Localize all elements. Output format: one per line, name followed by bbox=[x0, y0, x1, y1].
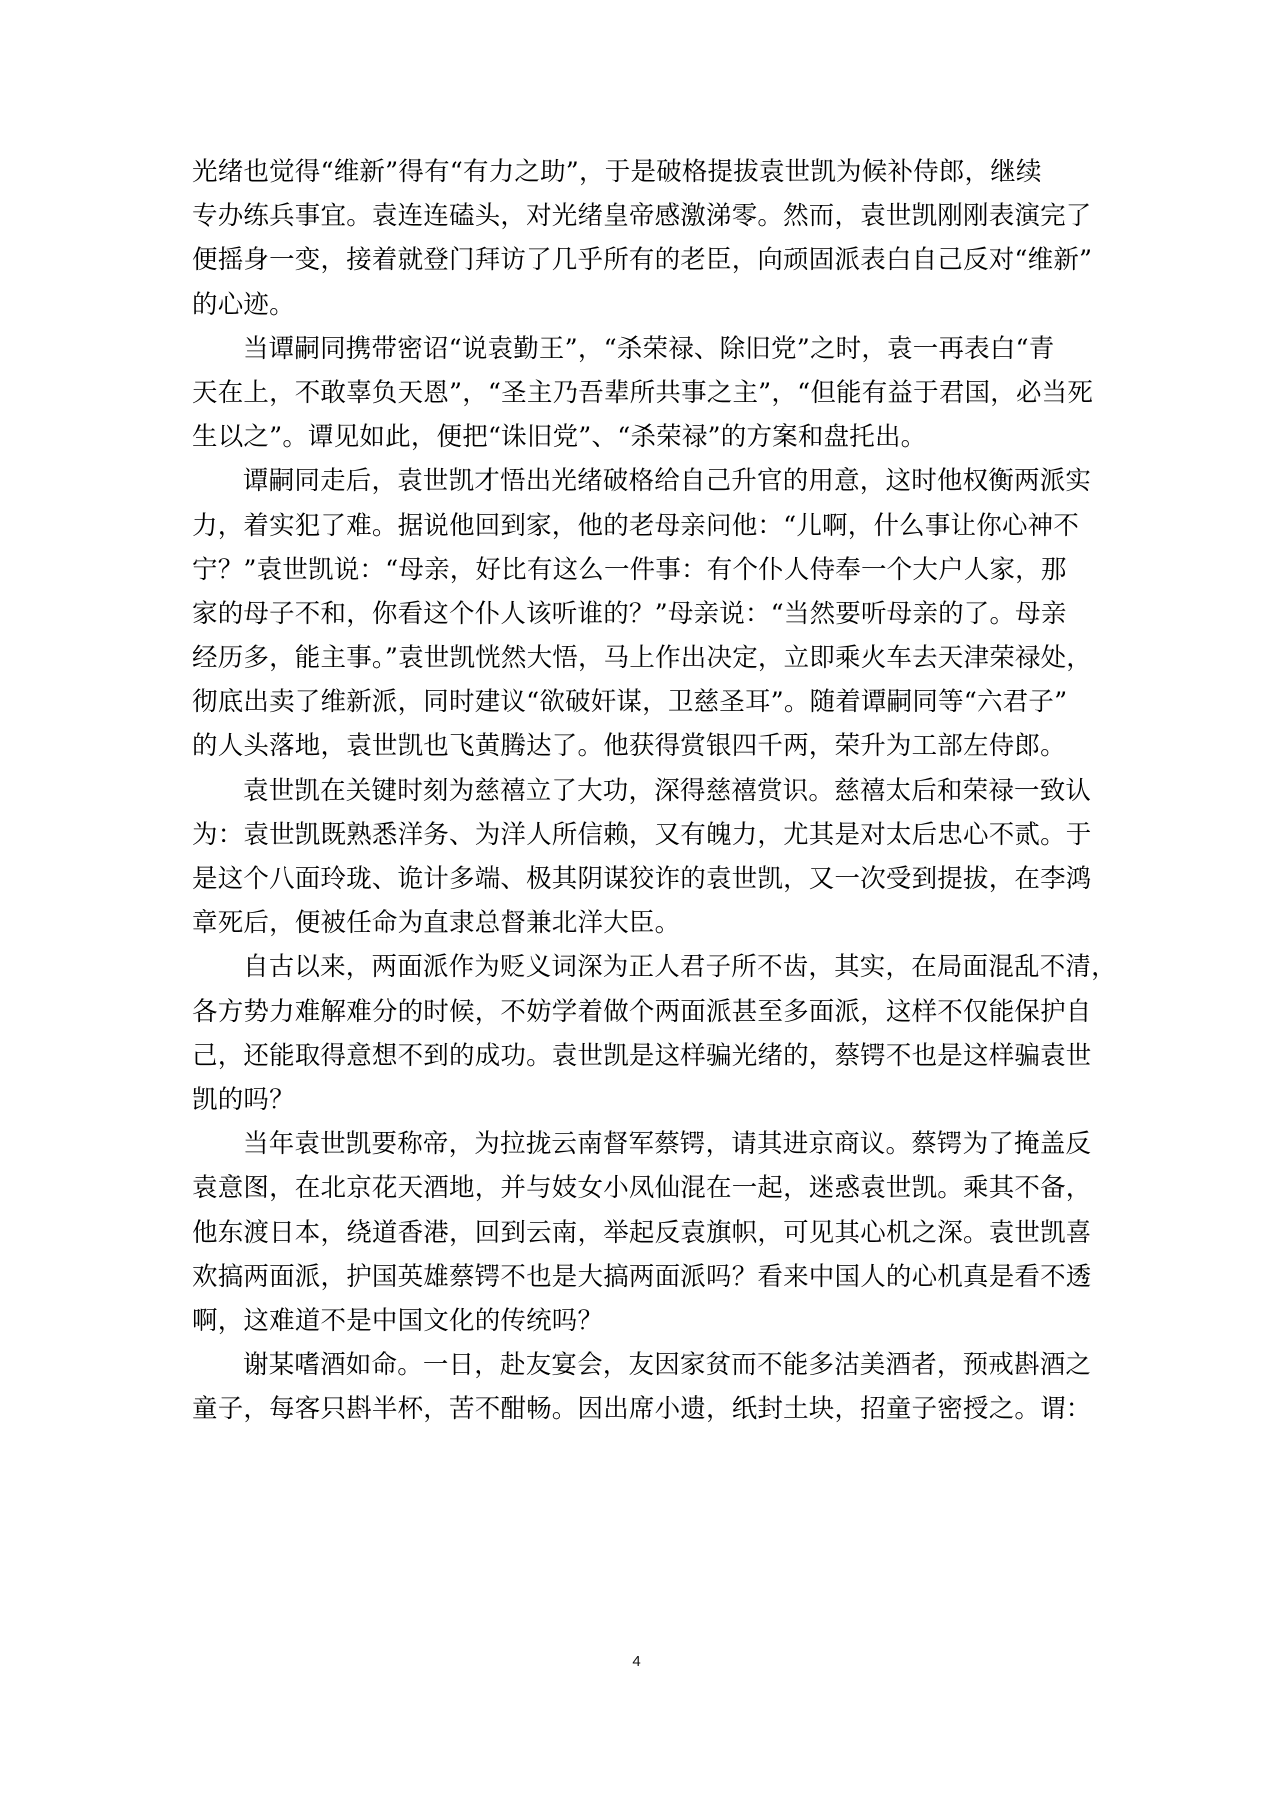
paragraph-3 bbox=[192, 459, 1092, 768]
paragraph-line: 是这个八面玲珑、诡计多端、极其阴谋狡诈的袁世凯，又一次受到提拔，在李鸿 bbox=[192, 864, 1092, 894]
paragraph-line: 童子，每客只斟半杯，苦不酣畅。因出席小遗，纸封土块，招童子密授之。谓： bbox=[192, 1394, 1092, 1425]
paragraph-line: 谭嗣同走后，袁世凯才悟出光绪破格给自己升官的用意，这时他权衡两派实 bbox=[243, 466, 1092, 497]
paragraph-4 bbox=[192, 769, 1092, 946]
paragraph-line: 当谭嗣同携带密诏“说袁勤王”，“杀荣禄、除旧党”之时，袁一再表白“青 bbox=[243, 333, 1055, 364]
paragraph-line: 为：袁世凯既熟悉洋务、为洋人所信赖，又有魄力，尤其是对太后忠心不贰。于 bbox=[192, 819, 1092, 850]
paragraph-line: 谢某嗜酒如命。一日，赴友宴会，友因家贫而不能多沽美酒者，预戒斟酒之 bbox=[243, 1350, 1092, 1381]
paragraph-2 bbox=[192, 327, 1094, 460]
paragraph-line: 啊，这难道不是中国文化的传统吗？ bbox=[192, 1305, 604, 1336]
paragraph-line: 各方势力难解难分的时候，不妨学着做个两面派甚至多面派，这样不仅能保护自 bbox=[192, 996, 1092, 1027]
paragraph-line: 的心迹。 bbox=[192, 289, 295, 320]
paragraph-line: 己，还能取得意想不到的成功。袁世凯是这样骗光绪的，蔡锷不也是这样骗袁世 bbox=[192, 1040, 1092, 1071]
paragraph-line: 光绪也觉得“维新”得有“有力之助”，于是破格提拔袁世凯为候补侍郎，继续 bbox=[192, 157, 1042, 187]
paragraph-line: 专办练兵事宜。袁连连磕头，对光绪皇帝感激涕零。然而，袁世凯刚刚表演完了 bbox=[192, 201, 1092, 232]
paragraph-line: 凯的吗？ bbox=[192, 1084, 295, 1115]
paragraph-line: 自古以来，两面派作为贬义词深为正人君子所不齿，其实，在局面混乱不清， bbox=[243, 952, 1117, 983]
paragraph-line: 力，着实犯了难。据说他回到家，他的老母亲问他：“儿啊，什么事让你心神不 bbox=[192, 510, 1080, 541]
paragraph-line: 欢搞两面派，护国英雄蔡锷不也是大搞两面派吗？看来中国人的心机真是看不透 bbox=[192, 1261, 1092, 1292]
paragraph-line: 天在上，不敢辜负天恩”，“圣主乃吾辈所共事之主”，“但能有益于君国，必当死 bbox=[192, 377, 1094, 408]
paragraph-1 bbox=[192, 150, 1093, 327]
paragraph-6 bbox=[192, 1122, 1092, 1343]
paragraph-line: 便摇身一变，接着就登门拜访了几乎所有的老臣，向顽固派表白自己反对“维新” bbox=[192, 245, 1093, 276]
paragraph-line: 家的母子不和，你看这个仆人该听谁的？”母亲说：“当然要听母亲的了。母亲 bbox=[192, 598, 1067, 629]
paragraph-line: 的人头落地，袁世凯也飞黄腾达了。他获得赏银四千两，荣升为工部左侍郎。 bbox=[192, 731, 1066, 762]
paragraph-line: 生以之”。谭见如此，便把“诛旧党”、“杀荣禄”的方案和盘托出。 bbox=[192, 422, 927, 453]
paragraph-line: 他东渡日本，绕道香港，回到云南，举起反袁旗帜，可见其心机之深。袁世凯喜 bbox=[192, 1217, 1092, 1248]
paragraph-line: 宁？”袁世凯说：“母亲，好比有这么一件事：有个仆人侍奉一个大户人家，那 bbox=[192, 554, 1067, 585]
paragraph-line: 经历多，能主事。”袁世凯恍然大悟，马上作出决定，立即乘火车去天津荣禄处， bbox=[192, 643, 1092, 674]
paragraph-7 bbox=[192, 1343, 1092, 1431]
paragraph-line: 彻底出卖了维新派，同时建议“欲破奸谋，卫慈圣耳”。随着谭嗣同等“六君子” bbox=[192, 687, 1068, 718]
paragraph-line: 袁世凯在关键时刻为慈禧立了大功，深得慈禧赏识。慈禧太后和荣禄一致认 bbox=[243, 775, 1092, 806]
paragraph-line: 章死后，便被任命为直隶总督兼北洋大臣。 bbox=[192, 908, 681, 939]
paragraph-line: 袁意图，在北京花天酒地，并与妓女小凤仙混在一起，迷惑袁世凯。乘其不备， bbox=[192, 1173, 1092, 1204]
document-body bbox=[192, 150, 1117, 1431]
paragraph-line: 当年袁世凯要称帝，为拉拢云南督军蔡锷，请其进京商议。蔡锷为了掩盖反 bbox=[243, 1129, 1092, 1160]
paragraph-5 bbox=[192, 945, 1117, 1122]
page-number: 4 bbox=[632, 1653, 641, 1670]
